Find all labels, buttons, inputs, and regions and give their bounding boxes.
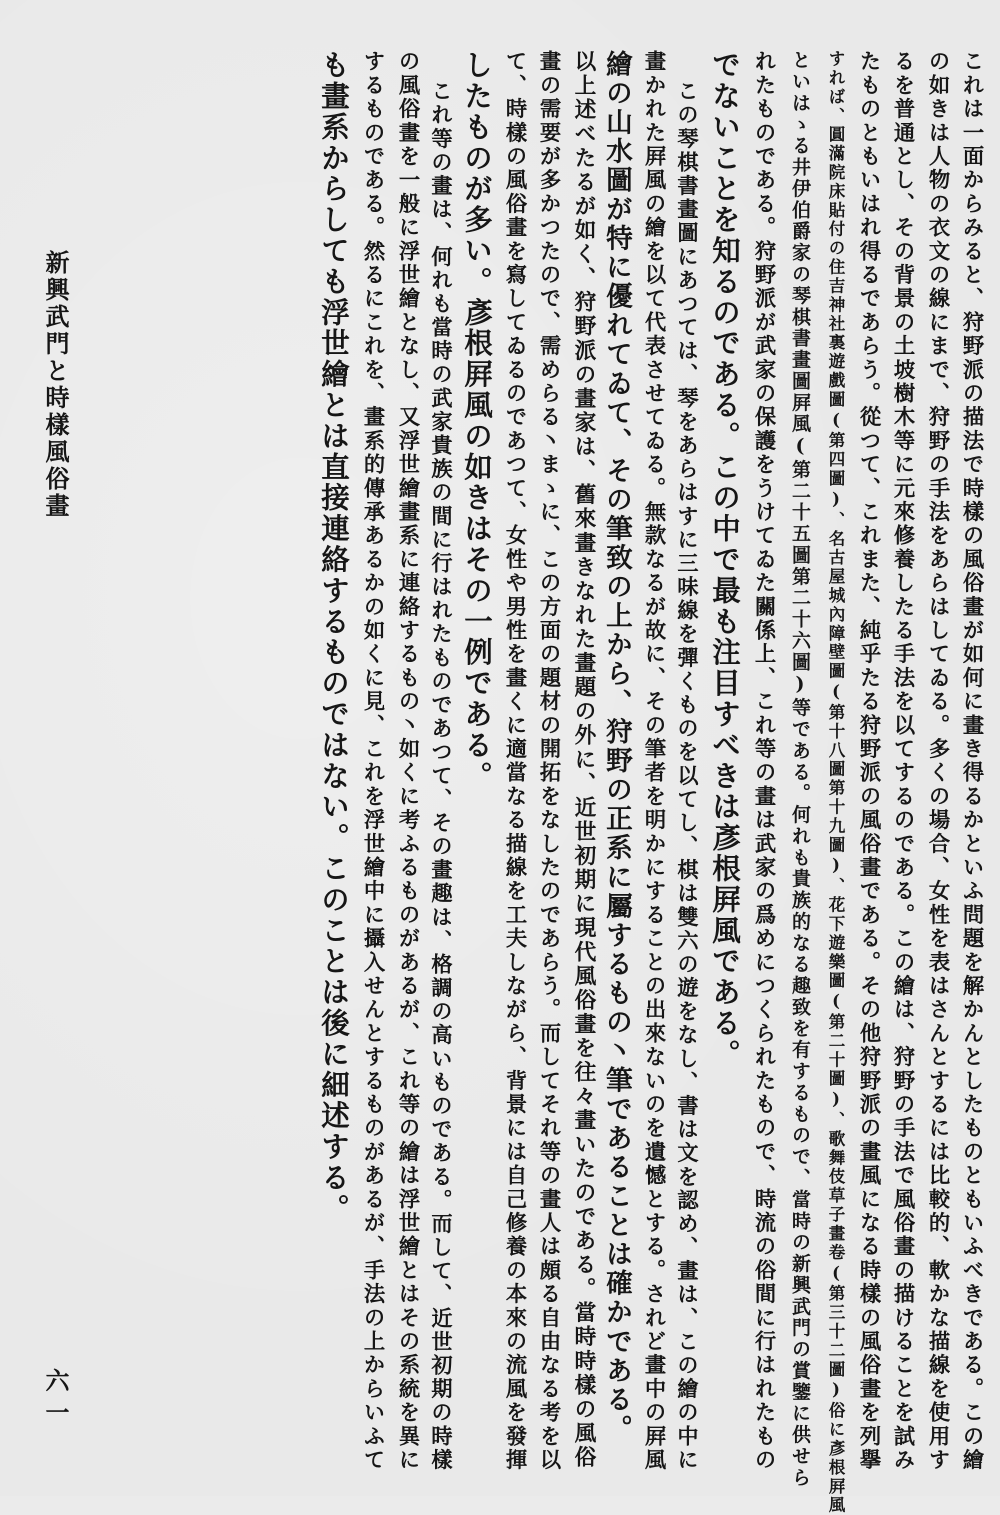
text-column-4: たものともいはれ得るであらう。從つて、これまた、純乎たる狩野派の風俗畫である。その他狩野派の畫風になる時樣の風俗畫を列擧 bbox=[856, 50, 881, 1472]
text-column-14: て、時樣の風俗畫を寫してゐるのであつて、女性や男性を畫くに適當なる描線を工夫しながら、背景には自己修養の本來の流風を發揮 bbox=[502, 50, 527, 1472]
text-column-11: 繪の山水圖が特に優れてゐて、その筆致の上から、狩野の正系に屬するもの丶筆であることは確かである。 bbox=[601, 50, 632, 1444]
text-column-1: これは一面からみると、狩野派の描法で時樣の風俗畫が如何に畫き得るかといふ問題を解かんとしたものともいふべきである。この繪 bbox=[959, 50, 984, 1472]
text-column-17: の風俗畫を一般に浮世繪となし、又浮世繪畫系に連絡するもの丶如くに考ふるものがあるが、これ等の繪は浮世繪とはその系統を異に bbox=[395, 50, 420, 1472]
text-column-15: したものが多い。彥根屛風の如きはその一例である。 bbox=[460, 50, 494, 792]
text-column-12: 以上述べたるが如く、狩野派の畫家は、舊來畫きなれた畫題の外に、近世初期に現代風俗畫を往々畫いたのである。當時時樣の風俗 bbox=[571, 50, 596, 1470]
text-column-3: るを普通とし、その背景の土坡樹木等に元來修養したる手法を以てするのである。この繪は、狩野の手法で風俗畫の描けることを試み bbox=[890, 50, 915, 1472]
text-column-7: れたものである。狩野派が武家の保護をうけてゐた關係上、これ等の畫は武家の爲めにつくられたもので、時流の俗間に行はれたもの bbox=[751, 50, 776, 1472]
text-column-10: 畫かれた屛風の繪を以て代表させてゐる。無款なるが故に、その筆者を明かにすることの出來ないのを遺憾とする。されど畫中の屛風 bbox=[641, 50, 666, 1472]
text-column-16: これ等の畫は、何れも當時の武家貴族の間に行はれたものであつて、その畫趣は、格調の高いものである。而して、近世初期の時樣 bbox=[429, 80, 454, 1472]
text-column-9: この琴棋書畫圖にあつては、琴をあらはすに三味線を彈くものを以てし、棋は雙六の遊をなし、書は文を認め、畫は、この繪の中に bbox=[675, 80, 700, 1472]
page-number: 六一 bbox=[41, 1368, 70, 1432]
text-column-5: すれば、圓滿院床貼付の住吉神社裏遊戲圖(第四圖)、名古屋城內障壁圖(第十八圖第十九圖)、花下遊樂圖(第二十圖)、歌舞伎草子畫卷(第三十二圖)俗に彥根屛風 bbox=[826, 50, 846, 1515]
text-column-19: も畫系からしても浮世繪とは直接連絡するものではない。このことは後に細述する。 bbox=[317, 50, 351, 1225]
running-header: 新興武門と時樣風俗畫 bbox=[41, 250, 70, 520]
text-column-18: するものである。然るにこれを、畫系的傳承あるかの如くに見、これを浮世繪中に攝入せんとするものがあるが、手法の上からいふて bbox=[360, 50, 385, 1472]
text-column-6: といはゝる井伊伯爵家の琴棋書畫圖屛風(第二十五圖第二十六圖)等である。何れも貴族的なる趣致を有するもので、當時の新興武門の賞鑒に供せら bbox=[789, 50, 811, 1489]
text-column-2: の如きは人物の衣文の線にまで、狩野の手法をあらはしてゐる。多くの場合、女性を表はさんとするには比較的、軟かな描線を使用す bbox=[925, 50, 950, 1472]
text-column-13: 畫の需要が多かつたので、需めらる丶まゝに、この方面の題材の開拓をなしたのであらう。而してそれ等の畫人は頗る自由なる考を以 bbox=[536, 50, 561, 1472]
text-column-8: でないことを知るのである。この中で最も注目すべきは彥根屛風である。 bbox=[708, 50, 742, 1070]
